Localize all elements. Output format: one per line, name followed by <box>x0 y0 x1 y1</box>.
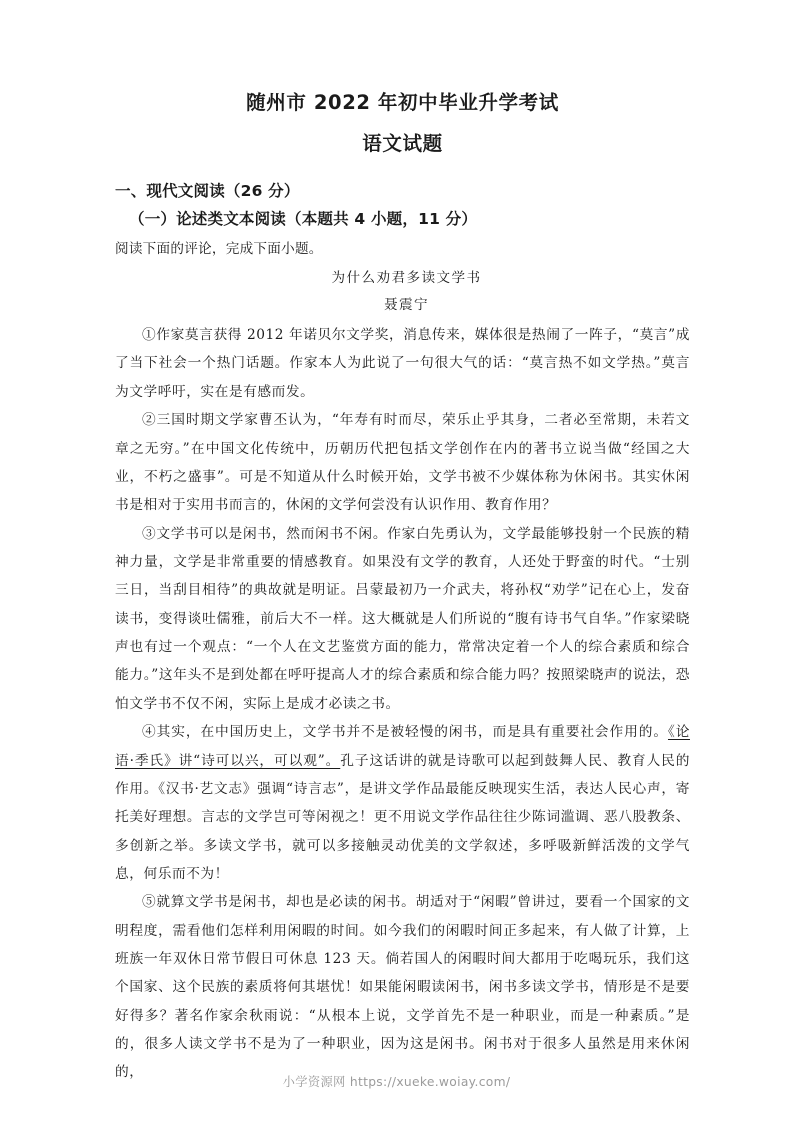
reading-instruction: 阅读下面的评论，完成下面小题。 <box>115 240 323 257</box>
article-title: 为什么劝君多读文学书 <box>331 270 482 287</box>
paragraph-4-text-before-underline: ④其实，在中国历史上，文学书并不是被轻慢的闲书，而是具有重要社会作用的。 <box>142 724 668 741</box>
paragraph-4-text-after-underline: 孔子这话讲的就是诗歌可以起到鼓舞人民、教育人民的作用。《汉书·艺文志》强调“诗言志”，是讲文学作品最能反映现实生活，表达人民心声，寄托美好理想。言志的文学岂可等闲视之！更不用说文学作品往往少陈词滥调、恶八股教条、多创新之举。多读文学书，就可以多接触灵动优美的文学叙述，多呼吸新鲜活泼的文学气息，何乐而不为！ <box>115 752 691 882</box>
article-paragraph-2: ②三国时期文学家曹丕认为，“年寿有时而尽，荣乐止乎其身，二者必至常期，未若文章之无穷。”在中国文化传统中，历朝历代把包括文学创作在内的著书立说当做“经国之大业，不朽之盛事”。可是不知道从什么时候开始，文学书被不少媒体称为休闲书。其实休闲书是相对于实用书而言的，休闲的文学何尝没有认识作用、教育作用？ <box>115 412 690 514</box>
page-subtitle: 语文试题 <box>362 132 443 156</box>
page-title: 随州市 2022 年初中毕业升学考试 <box>246 91 559 114</box>
section-heading-modern-reading: 一、现代文阅读（26 分） <box>115 181 300 200</box>
article-paragraph-5: ⑤就算文学书是闲书，却也是必读的闲书。胡适对于“闲暇”曾讲过，要看一个国家的文明程度，需看他们怎样利用闲暇的时间。如今我们的闲暇时间正多起来，有人做了计算，上班族一年双休日常节假日可休息 123 天。倘若国人的闲暇时间大都用于吃喝玩乐，我们这个国家、这个民族的素质将何其堪忧！如果能闲暇读闲书，闲书多读文学书，情形是不是要好得多？著名作家余秋雨说：“从根本上说，文学首先不是一种职业，而是一种素质。”是的，很多人读文学书不是为了一种职业，因为这是闲书。闲书对于很多人虽然是用来休闲的， <box>115 894 690 1081</box>
article-paragraph-3: ③文学书可以是闲书，然而闲书不闲。作家白先勇认为，文学最能够投射一个民族的精神力量，文学是非常重要的情感教育。如果没有文学的教育，人还处于野蛮的时代。“士别三日，当刮目相待”的典故就是明证。吕蒙最初乃一介武夫，将孙权“劝学”记在心上，发奋读书，变得谈吐儒雅，前后大不一样。这大概就是人们所说的“腹有诗书气自华。”作家梁晓声也有过一个观点：“一个人在文艺鉴赏方面的能力，常常决定着一个人的综合素质和综合能力。”这年头不是到处都在呼吁提高人才的综合素质和综合能力吗？按照梁晓声的说法，恐怕文学书不仅不闲，实际上是成才必读之书。 <box>115 525 690 712</box>
subsection-heading-argumentative-text: （一）论述类文本阅读（本题共 4 小题，11 分） <box>129 209 478 228</box>
article-paragraph-1: ①作家莫言获得 2012 年诺贝尔文学奖，消息传来，媒体很是热闹了一阵子，“莫言”成了当下社会一个热门话题。作家本人为此说了一句很大气的话：“莫言热不如文学热。”莫言为文学呼吁，实在是有感而发。 <box>115 327 690 400</box>
article-author: 聂震宁 <box>384 296 429 313</box>
footer-watermark: 小学资源网 https://xueke.woiay.com/ <box>282 1075 511 1089</box>
article-paragraph-4 <box>115 718 690 888</box>
page-content <box>115 88 690 1087</box>
paragraph-4-underlined-quote: 《论语·季氏》讲“诗可以兴，可以观”。 <box>115 724 690 769</box>
